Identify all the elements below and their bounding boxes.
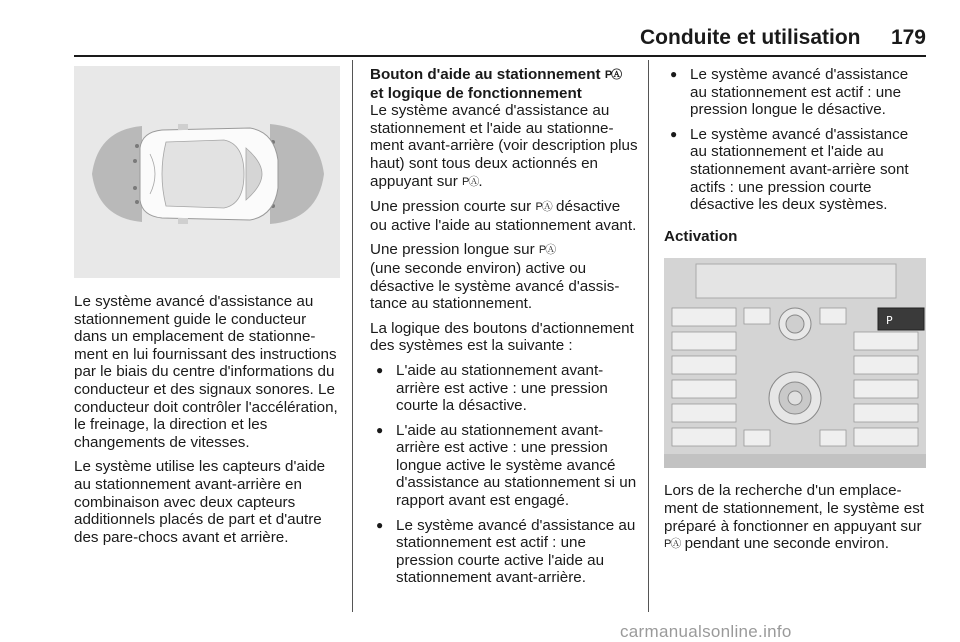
button-heading: Bouton d'aide au stationnement PⒶ (370, 66, 622, 83)
parking-sensor-car-figure (74, 66, 340, 278)
list-item: ● Le système avancé d'assistance au stationnement et l'aide au stationnement avant-arrière sont actifs : une pression courte désactive les deux systèmes. (664, 126, 926, 214)
park-assist-icon: PⒶ (538, 244, 556, 257)
svg-text:P: P (886, 314, 893, 328)
long-press-paragraph: Une pression longue sur PⒶ (une seconde environ) active ou désactive le système avancé d'assistance au stationnement. (370, 241, 620, 313)
logic-paragraph: La logique des boutons d'actionnement des systèmes est la suivante : (370, 319, 634, 355)
header-rule (74, 55, 926, 57)
logic-bullet-list (370, 362, 640, 587)
park-assist-icon: PⒶ (604, 69, 622, 81)
column-1 (74, 66, 342, 553)
column-3 (664, 66, 926, 561)
button-heading-line2: et logique de fonctionnement (370, 84, 582, 102)
column-divider-1 (352, 60, 353, 612)
list-item: ● Le système avancé d'assistance au stationnement est actif : une pression courte active l'aide au stationnement avant-arrière. (370, 517, 640, 587)
column-2 (370, 66, 640, 594)
intro-paragraph: Le système avancé d'assistance au stationnement guide le conducteur dans un emplacement de stationnement en lui fournissant des instructions par le biais du centre d'informations du conducteur et des signaux sonores. Le conducteur doit contrôler l'accélération, le freinage, la direction et les changements de vitesses. (74, 293, 338, 451)
activation-paragraph: Le système avancé d'assistance au stationnement et l'aide au stationnement avant-arrière (voir description plus haut) sont tous deux actionnés en appuyant sur PⒶ. (370, 102, 638, 190)
park-assist-icon: PⒶ (535, 201, 552, 214)
park-assist-icon: PⒶ (462, 175, 479, 188)
center-console-illustration (664, 258, 926, 468)
sensor-paragraph: Le système utilise les capteurs d'aide au stationnement avant-arrière en combinaison avec deux capteurs additionnels placés de part et d'autre des pare-chocs avant et arrière. (74, 458, 326, 546)
column-divider-2 (648, 60, 649, 612)
page-number: 179 (890, 26, 926, 49)
car-top-view-illustration (74, 66, 340, 278)
list-item: ● Le système avancé d'assistance au stationnement est actif : une pression longue le désactive. (664, 66, 926, 119)
list-item: ● L'aide au stationnement avant-arrière est active : une pression courte la désactive. (370, 362, 640, 415)
section-title: Conduite et utilisation (640, 26, 861, 49)
list-item: ● L'aide au stationnement avant-arrière est active : une pression longue active le système avancé d'assistance au stationnement si un rapport avant est engagé. (370, 422, 640, 510)
page-header (640, 26, 926, 50)
short-press-paragraph: Une pression courte sur PⒶ désactive ou active l'aide au stationnement avant. (370, 198, 637, 234)
activation-heading: Activation (664, 227, 738, 245)
watermark: carmanualsonline.info (620, 622, 792, 641)
logic-bullet-list-continued (664, 66, 926, 214)
park-assist-icon: PⒶ (664, 538, 681, 551)
activation-instruction-paragraph: Lors de la recherche d'un emplacement de stationnement, le système est préparé à fonctionner en appuyant sur PⒶ pendant une seconde environ. (664, 482, 925, 553)
dashboard-console-figure (664, 258, 926, 468)
